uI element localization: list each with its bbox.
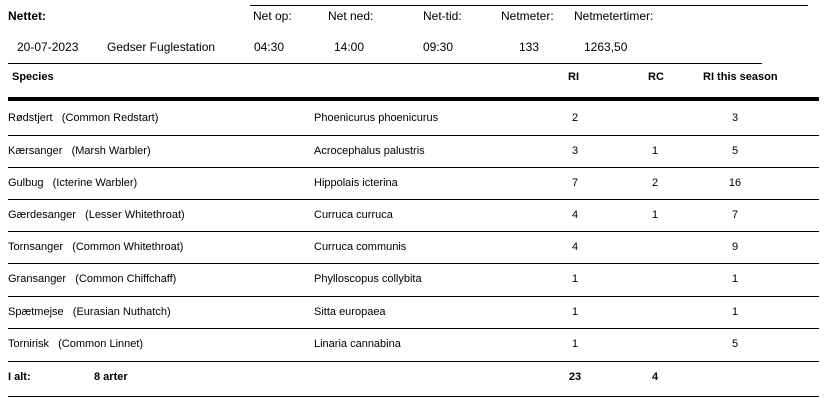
species-latin: Curruca curruca [314,209,393,221]
species-name: Gærdesanger (Lesser Whitethroat) [8,209,185,221]
column-header-rc: RC [648,71,664,83]
species-latin: Phoenicurus phoenicurus [314,112,439,124]
ri-season-value: 5 [731,145,739,157]
ri-season-value: 3 [731,112,739,124]
rc-value: 1 [651,209,659,221]
table-row [0,135,830,167]
ri-season-value: 16 [728,177,742,189]
species-name: Rødstjert (Common Redstart) [8,112,159,124]
total-ri: 23 [568,371,582,383]
total-label: I alt: [8,371,31,383]
rc-value: 1 [651,145,659,157]
species-name: Gulbug (Icterine Warbler) [8,177,138,189]
table-row [0,231,830,263]
nettet-label: Nettet: [8,9,46,23]
header-top-rule [250,5,808,6]
table-row [0,199,830,231]
species-name: Tornirisk (Common Linnet) [8,338,144,350]
net-date: 20-07-2023 [17,40,79,54]
total-rc: 4 [651,371,659,383]
ri-value: 2 [571,112,579,124]
species-name: Gransanger (Common Chiffchaff) [8,273,177,285]
totals-bottom-rule [8,396,819,397]
rc-value: 2 [651,177,659,189]
ri-season-value: 5 [731,338,739,350]
net-tid-value: 09:30 [423,40,454,54]
table-row [0,167,830,199]
column-header-species: Species [12,71,54,83]
species-name: Tornsanger (Common Whitethroat) [8,241,184,253]
netmeter-label: Netmeter: [501,9,554,23]
species-latin: Sitta europaea [314,306,386,318]
net-ned-value: 14:00 [334,40,365,54]
net-tid-label: Net-tid: [423,9,462,23]
column-header-ri-season: RI this season [703,71,778,83]
total-species-count: 8 arter [94,371,128,383]
ri-value: 7 [571,177,579,189]
species-latin: Hippolais icterina [314,177,398,189]
column-header-ri: RI [568,71,579,83]
species-name: Kærsanger (Marsh Warbler) [8,145,151,157]
species-latin: Linaria cannabina [314,338,401,350]
species-latin: Curruca communis [314,241,407,253]
ri-value: 4 [571,241,579,253]
netmetertimer-label: Netmetertimer: [574,9,654,23]
table-row [0,296,830,328]
table-row [0,102,830,134]
species-latin: Acrocephalus palustris [314,145,425,157]
ri-season-value: 9 [731,241,739,253]
table-row [0,328,830,360]
ri-season-value: 7 [731,209,739,221]
ri-value: 1 [571,306,579,318]
net-location: Gedser Fuglestation [107,40,216,54]
header-bottom-rule [8,63,762,64]
ri-value: 1 [571,273,579,285]
species-latin: Phylloscopus collybita [314,273,422,285]
species-name: Spætmejse (Eurasian Nuthatch) [8,306,171,318]
net-ned-label: Net ned: [328,9,374,23]
totals-top-rule [8,361,819,362]
netmetertimer-value: 1263,50 [584,40,628,54]
net-op-value: 04:30 [254,40,285,54]
netmeter-value: 133 [519,40,540,54]
table-header-rule [8,97,819,101]
ri-value: 1 [571,338,579,350]
net-op-label: Net op: [253,9,292,23]
table-row [0,263,830,295]
ri-season-value: 1 [731,273,739,285]
ri-season-value: 1 [731,306,739,318]
ri-value: 3 [571,145,579,157]
ri-value: 4 [571,209,579,221]
